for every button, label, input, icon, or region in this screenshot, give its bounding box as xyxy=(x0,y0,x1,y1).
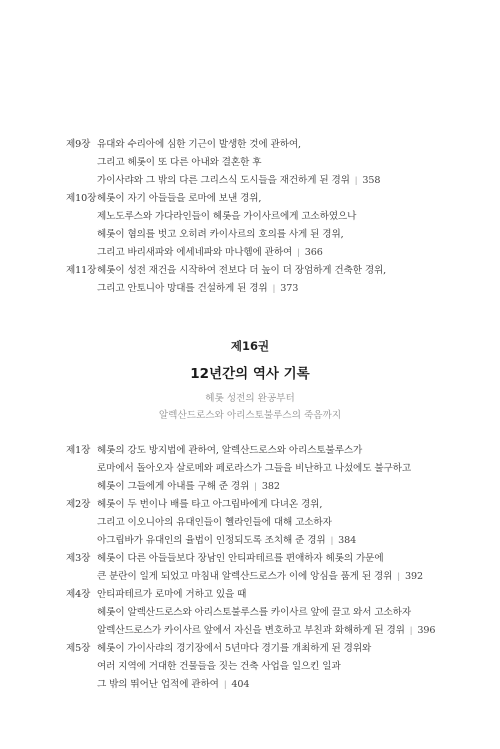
page-number: 392 xyxy=(404,571,423,582)
toc-line xyxy=(66,586,486,604)
chapter-title-line: 헤롯이 다른 아들들보다 장남인 안티파테르를 편애하자 헤롯의 가문에 xyxy=(97,553,384,564)
volume-number: 제16권 xyxy=(230,339,270,353)
volume-subtitle-line-1: 헤롯 성전의 완공부터 xyxy=(205,393,295,404)
volume-subtitle-line-2: 알렉산드로스와 아리스토불루스의 죽음까지 xyxy=(158,410,342,421)
page-separator: | xyxy=(354,176,358,185)
chapter-title-line: 안티파테르가 로마에 거하고 있을 때 xyxy=(97,589,247,600)
page-number: 396 xyxy=(417,625,436,636)
chapter-title-line: 헤롯의 강도 방지법에 관하여, 알렉산드로스와 아리스토불루스가 xyxy=(97,445,363,456)
toc-line xyxy=(66,172,486,190)
chapter-title-line: 유대와 수리아에 심한 기근이 발생한 것에 관하여, xyxy=(97,139,301,150)
chapter-number: 제2장 xyxy=(66,499,91,510)
toc-volume-16 xyxy=(66,442,486,694)
chapter-number: 제4장 xyxy=(66,589,91,600)
chapter-title-line: 제노도루스와 가다라인들이 헤롯을 가이사르에게 고소하였으나 xyxy=(97,211,357,222)
chapter-title-line: 헤롯이 그들에게 아내를 구해 준 경위 xyxy=(97,481,250,492)
page-number: 366 xyxy=(304,247,323,258)
toc-line xyxy=(66,190,486,208)
chapter-title-line: 아그립바가 유대인의 율법이 인정되도록 조치해 준 경위 xyxy=(97,535,326,546)
chapter-title-line: 큰 분란이 일게 되었고 마침내 알렉산드로스가 이에 앙심을 품게 된 경위 xyxy=(97,571,393,582)
toc-line xyxy=(66,478,486,496)
chapter-number: 제11장 xyxy=(66,265,97,276)
page-separator: | xyxy=(223,680,227,689)
toc-entry-chapter-11 xyxy=(66,262,486,298)
toc-line xyxy=(66,154,486,172)
toc-line xyxy=(66,280,486,298)
volume-heading xyxy=(0,338,500,424)
toc-line xyxy=(66,136,486,154)
toc-entry-chapter-4 xyxy=(66,586,486,640)
chapter-title-line: 알렉산드로스가 카이사르 앞에서 자신을 변호하고 부친과 화해하게 된 경위 xyxy=(97,625,405,636)
chapter-number: 제1장 xyxy=(66,445,91,456)
chapter-title-line: 그 밖의 뛰어난 업적에 관하여 xyxy=(97,679,219,690)
volume-title: 12년간의 역사 기록 xyxy=(190,366,310,382)
page-number: 384 xyxy=(338,535,357,546)
toc-volume-15-continued xyxy=(66,136,486,298)
page-separator: | xyxy=(254,482,257,491)
toc-line xyxy=(66,676,486,694)
toc-line xyxy=(66,568,486,586)
chapter-number: 제3장 xyxy=(66,553,91,564)
chapter-number: 제9장 xyxy=(66,139,91,150)
chapter-title-line: 헤롯이 두 번이나 배를 타고 아그립바에게 다녀온 경위, xyxy=(97,499,323,510)
chapter-title-line: 헤롯이 가이사랴의 경기장에서 5년마다 경기를 개최하게 된 경위와 xyxy=(97,643,372,654)
toc-entry-chapter-3 xyxy=(66,550,486,586)
toc-line xyxy=(66,244,486,262)
volume-subtitle xyxy=(0,390,500,424)
page-separator: | xyxy=(297,248,300,257)
toc-line xyxy=(66,496,486,514)
chapter-title-line: 헤롯이 알렉산드로스와 아리스토불루스를 카이사르 앞에 끌고 와서 고소하자 xyxy=(97,607,412,618)
page-separator: | xyxy=(409,626,413,635)
toc-line xyxy=(66,622,486,640)
toc-entry-chapter-1 xyxy=(66,442,486,496)
toc-entry-chapter-9 xyxy=(66,136,486,190)
page-number: 382 xyxy=(261,481,280,492)
page-separator: | xyxy=(330,536,334,545)
toc-line xyxy=(66,550,486,568)
page-separator: | xyxy=(397,572,400,581)
toc-line xyxy=(66,514,486,532)
toc-entry-chapter-10 xyxy=(66,190,486,262)
toc-entry-chapter-2 xyxy=(66,496,486,550)
toc-line xyxy=(66,532,486,550)
chapter-number: 제10장 xyxy=(66,193,97,204)
page-number: 404 xyxy=(231,679,250,690)
toc-entry-chapter-5 xyxy=(66,640,486,694)
toc-line xyxy=(66,226,486,244)
toc-line xyxy=(66,658,486,676)
toc-line xyxy=(66,442,486,460)
page-number: 358 xyxy=(362,175,381,186)
page-separator: | xyxy=(272,284,276,293)
toc-line xyxy=(66,262,486,280)
chapter-title-line: 헤롯이 혐의를 벗고 오히려 카이사르의 호의를 사게 된 경위, xyxy=(97,229,344,240)
chapter-title-line: 가이사랴와 그 밖의 다른 그리스식 도시들을 재건하게 된 경위 xyxy=(97,175,350,186)
chapter-title-line: 그리고 이오니아의 유대인들이 헬라인들에 대해 고소하자 xyxy=(97,517,332,528)
toc-line xyxy=(66,208,486,226)
chapter-title-line: 그리고 바리새파와 에세네파와 마나헴에 관하여 xyxy=(97,247,293,258)
chapter-title-line: 그리고 안토니아 망대를 건설하게 된 경위 xyxy=(97,283,268,294)
chapter-title-line: 그리고 헤롯이 또 다른 아내와 결혼한 후 xyxy=(97,157,262,168)
toc-line xyxy=(66,604,486,622)
chapter-number: 제5장 xyxy=(66,643,91,654)
chapter-title-line: 로마에서 돌아오자 살로메와 페로라스가 그들을 비난하고 나섰에도 불구하고 xyxy=(97,463,412,474)
page-number: 373 xyxy=(280,283,299,294)
chapter-title-line: 헤롯이 성전 재건을 시작하여 전보다 더 높이 더 장엄하게 건축한 경위, xyxy=(97,265,387,276)
chapter-title-line: 여러 지역에 거대한 건물들을 짓는 건축 사업을 일으킨 일과 xyxy=(97,661,341,672)
toc-line xyxy=(66,640,486,658)
toc-line xyxy=(66,460,486,478)
chapter-title-line: 헤롯이 자기 아들들을 로마에 보낸 경위, xyxy=(97,193,262,204)
